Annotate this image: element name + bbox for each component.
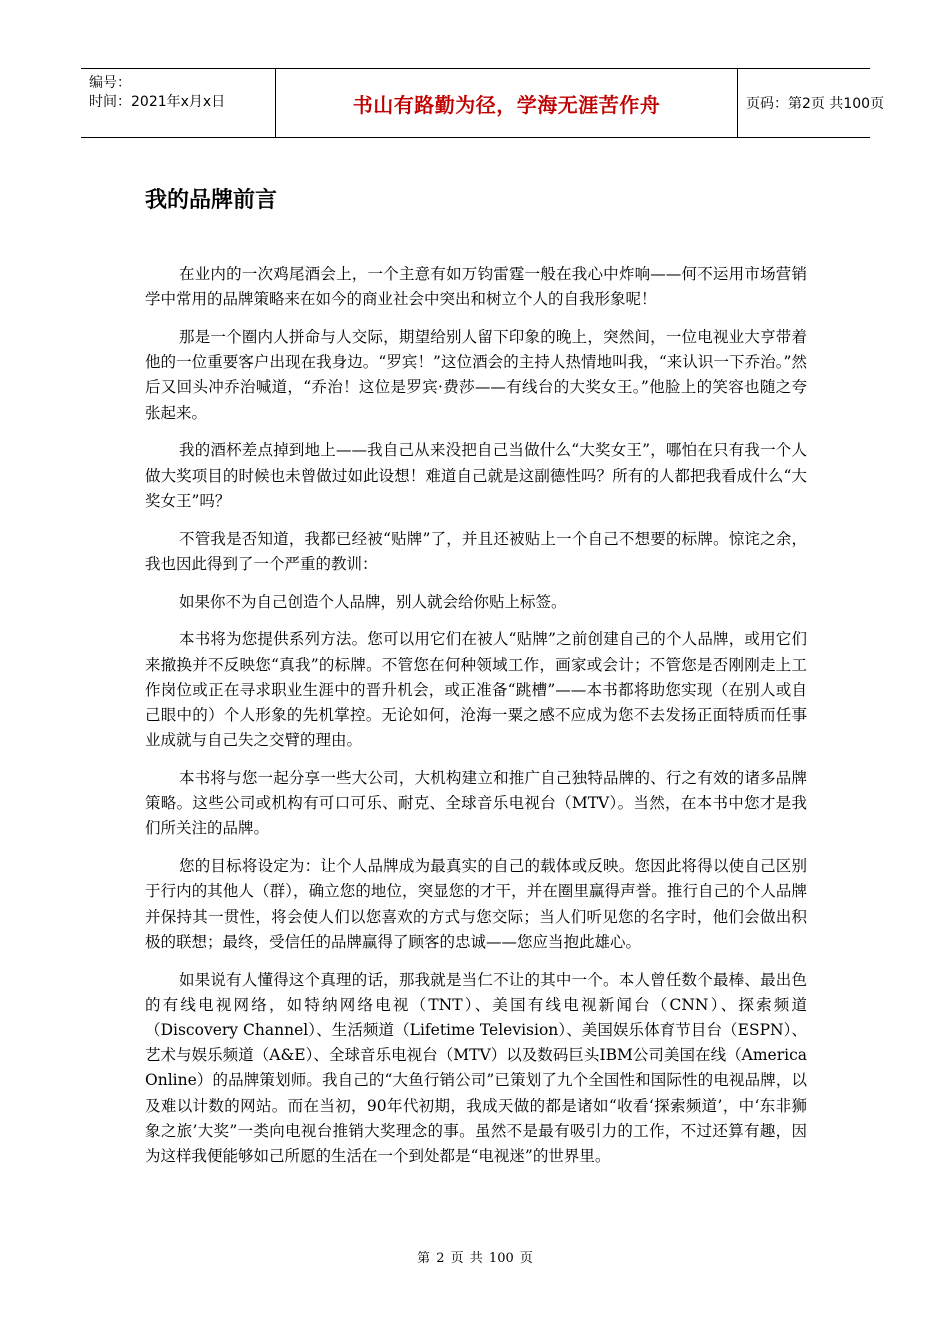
paragraph: 不管我是否知道，我都已经被“贴牌”了，并且还被贴上一个自己不想要的标牌。惊诧之余，我也因此得到了一个严重的教训： [145,529,807,573]
paragraph: 在业内的一次鸡尾酒会上，一个主意有如万钧雷霆一般在我心中炸响——何不运用市场营销学中常用的品牌策略来在如今的商业社会中突出和树立个人的自我形象呢！ [145,265,807,309]
page-number-label: 页码：第2页 共100页 [746,96,885,112]
paragraph: 我的酒杯差点掉到地上——我自己从来没把自己当做什么“大奖女王”，哪怕在只有我一个人做大奖项目的时候也未曾做过如此设想！难道自己就是这副德性吗？所有的人都把我看成什么“大奖女王”吗？ [145,441,807,510]
paragraph: 本书将为您提供系列方法。您可以用它们在被人“贴牌”之前创建自己的个人品牌，或用它们来撤换并不反映您“真我”的标牌。不管您在何种领域工作，画家或会计；不管您是否刚刚走上工作岗位或正在寻求职业生涯中的晋升机会，或正准备“跳槽”——本书都将助您实现（在别人或自己眼中的）个人形象的先机掌控。无论如何，沧海一粟之感不应成为您不去发扬正面特质而任事业成就与自己失之交臂的理由。 [145,630,807,750]
page-footer: 第 2 页 共 100 页 [417,1251,533,1266]
paragraph: 如果你不为自己创造个人品牌，别人就会给你贴上标签。 [179,592,567,611]
page-header [81,68,885,138]
header-motto-cell [276,69,738,137]
document-body [145,262,807,1182]
number-label: 编号： [89,75,131,91]
document-title: 我的品牌前言 [145,188,278,213]
motto-text: 书山有路勤为径，学海无涯苦作舟 [352,92,661,117]
paragraph: 您的目标将设定为：让个人品牌成为最真实的自己的载体或反映。您因此将得以使自己区别于行内的其他人（群），确立您的地位，突显您的才干，并在圈里赢得声誉。推行自己的个人品牌并保持其一贯性，将会使人们以您喜欢的方式与您交际；当人们听见您的名字时，他们会做出积极的联想；最终，受信任的品牌赢得了顾客的忠诚——您应当抱此雄心。 [145,857,807,951]
paragraph: 本书将与您一起分享一些大公司，大机构建立和推广自己独特品牌的、行之有效的诸多品牌策略。这些公司或机构有可口可乐、耐克、全球音乐电视台（MTV）。当然，在本书中您才是我们所关注的品牌。 [145,769,807,838]
time-label: 时间：2021年x月x日 [89,94,226,110]
paragraph: 那是一个圈内人拼命与人交际，期望给别人留下印象的晚上，突然间，一位电视业大亨带着他的一位重要客户出现在我身边。“罗宾！”这位酒会的主持人热情地叫我，“来认识一下乔治。”然后又回头冲乔治喊道，“乔治！这位是罗宾·费莎——有线台的大奖女王。”他脸上的笑容也随之夸张起来。 [145,328,807,422]
header-meta [81,69,276,137]
paragraph: 如果说有人懂得这个真理的话，那我就是当仁不让的其中一个。本人曾任数个最棒、最出色的有线电视网络，如特纳网络电视（TNT）、美国有线电视新闻台（CNN）、探索频道（Discovery Channel）、生活频道（Lifetime Television）、美国娱乐体育节目台（ESPN）、艺术与娱乐频道（A&E）、全球音乐电视台（MTV）以及数码巨头IBM公司美国在线（America Online）的品牌策划师。我自己的“大鱼行销公司”已策划了九个全国性和国际性的电视品牌，以及难以计数的网站。而在当初，90年代初期，我成天做的都是诸如“收看‘探索频道’，中‘东非狮象之旅’大奖”一类向电视台推销大奖理念的事。虽然不是最有吸引力的工作，不过还算有趣，因为这样我便能够如己所愿的生活在一个到处都是“电视迷”的世界里。 [145,970,807,1166]
